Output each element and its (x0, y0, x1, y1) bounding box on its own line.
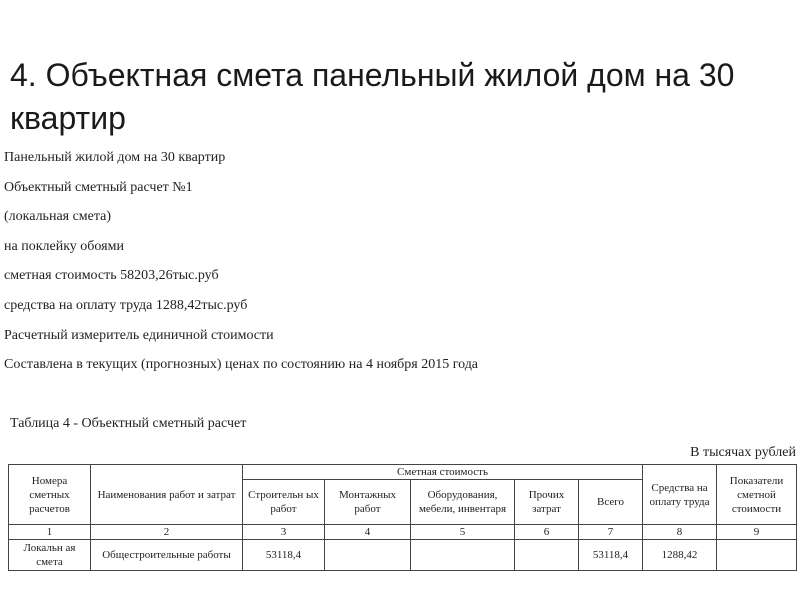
column-number: 8 (643, 525, 717, 540)
header-estimated-cost: Сметная стоимость (243, 465, 643, 480)
cell-work-name: Общестроительные работы (91, 540, 243, 571)
header-other: Прочих затрат (515, 480, 579, 525)
cell-indicators (717, 540, 797, 571)
column-number: 2 (91, 525, 243, 540)
doc-line-local-estimate: (локальная смета) (4, 209, 112, 225)
table-caption: Таблица 4 - Объектный сметный расчет (10, 416, 247, 431)
document-header-lines (4, 148, 478, 385)
doc-line-unit-measure: Расчетный измеритель единичной стоимости (4, 327, 274, 343)
doc-line-estimated-cost: сметная стоимость 58203,26тыс.руб (4, 268, 219, 284)
column-number: 9 (717, 525, 797, 540)
column-number: 7 (579, 525, 643, 540)
cell-construction: 53118,4 (243, 540, 325, 571)
header-work-names: Наименования работ и затрат (91, 465, 243, 525)
table-row (9, 540, 797, 571)
table-units: В тысячах рублей (690, 445, 796, 460)
column-number: 4 (325, 525, 411, 540)
header-total: Всего (579, 480, 643, 525)
doc-line-labor-funds: средства на оплату труда 1288,42тыс.руб (4, 297, 248, 313)
column-number: 5 (411, 525, 515, 540)
column-number: 1 (9, 525, 91, 540)
header-labor-funds: Средства на оплату труда (643, 465, 717, 525)
header-installation: Монтажных работ (325, 480, 411, 525)
column-number-row (9, 525, 797, 540)
slide-title: 4. Объектная смета панельный жилой дом на 30 квартир (10, 57, 735, 136)
header-construction: Строительн ых работ (243, 480, 325, 525)
estimate-table (8, 464, 797, 571)
doc-line-prices-date: Составлена в текущих (прогнозных) ценах по состоянию на 4 ноября 2015 года (4, 357, 479, 373)
doc-line-calculation-number: Объектный сметный расчет №1 (4, 179, 193, 195)
header-equipment: Оборудования, мебели, инвентаря (411, 480, 515, 525)
column-number: 3 (243, 525, 325, 540)
column-number: 6 (515, 525, 579, 540)
cell-labor-funds: 1288,42 (643, 540, 717, 571)
cell-other (515, 540, 579, 571)
header-indicators: Показатели сметной стоимости (717, 465, 797, 525)
cell-equipment (411, 540, 515, 571)
cell-estimate-number: Локальн ая смета (9, 540, 91, 571)
cell-installation (325, 540, 411, 571)
doc-line-work-type: на поклейку обоями (4, 238, 124, 254)
header-estimate-numbers: Номера сметных расчетов (9, 465, 91, 525)
cell-total: 53118,4 (579, 540, 643, 571)
doc-line-building: Панельный жилой дом на 30 квартир (4, 150, 226, 165)
